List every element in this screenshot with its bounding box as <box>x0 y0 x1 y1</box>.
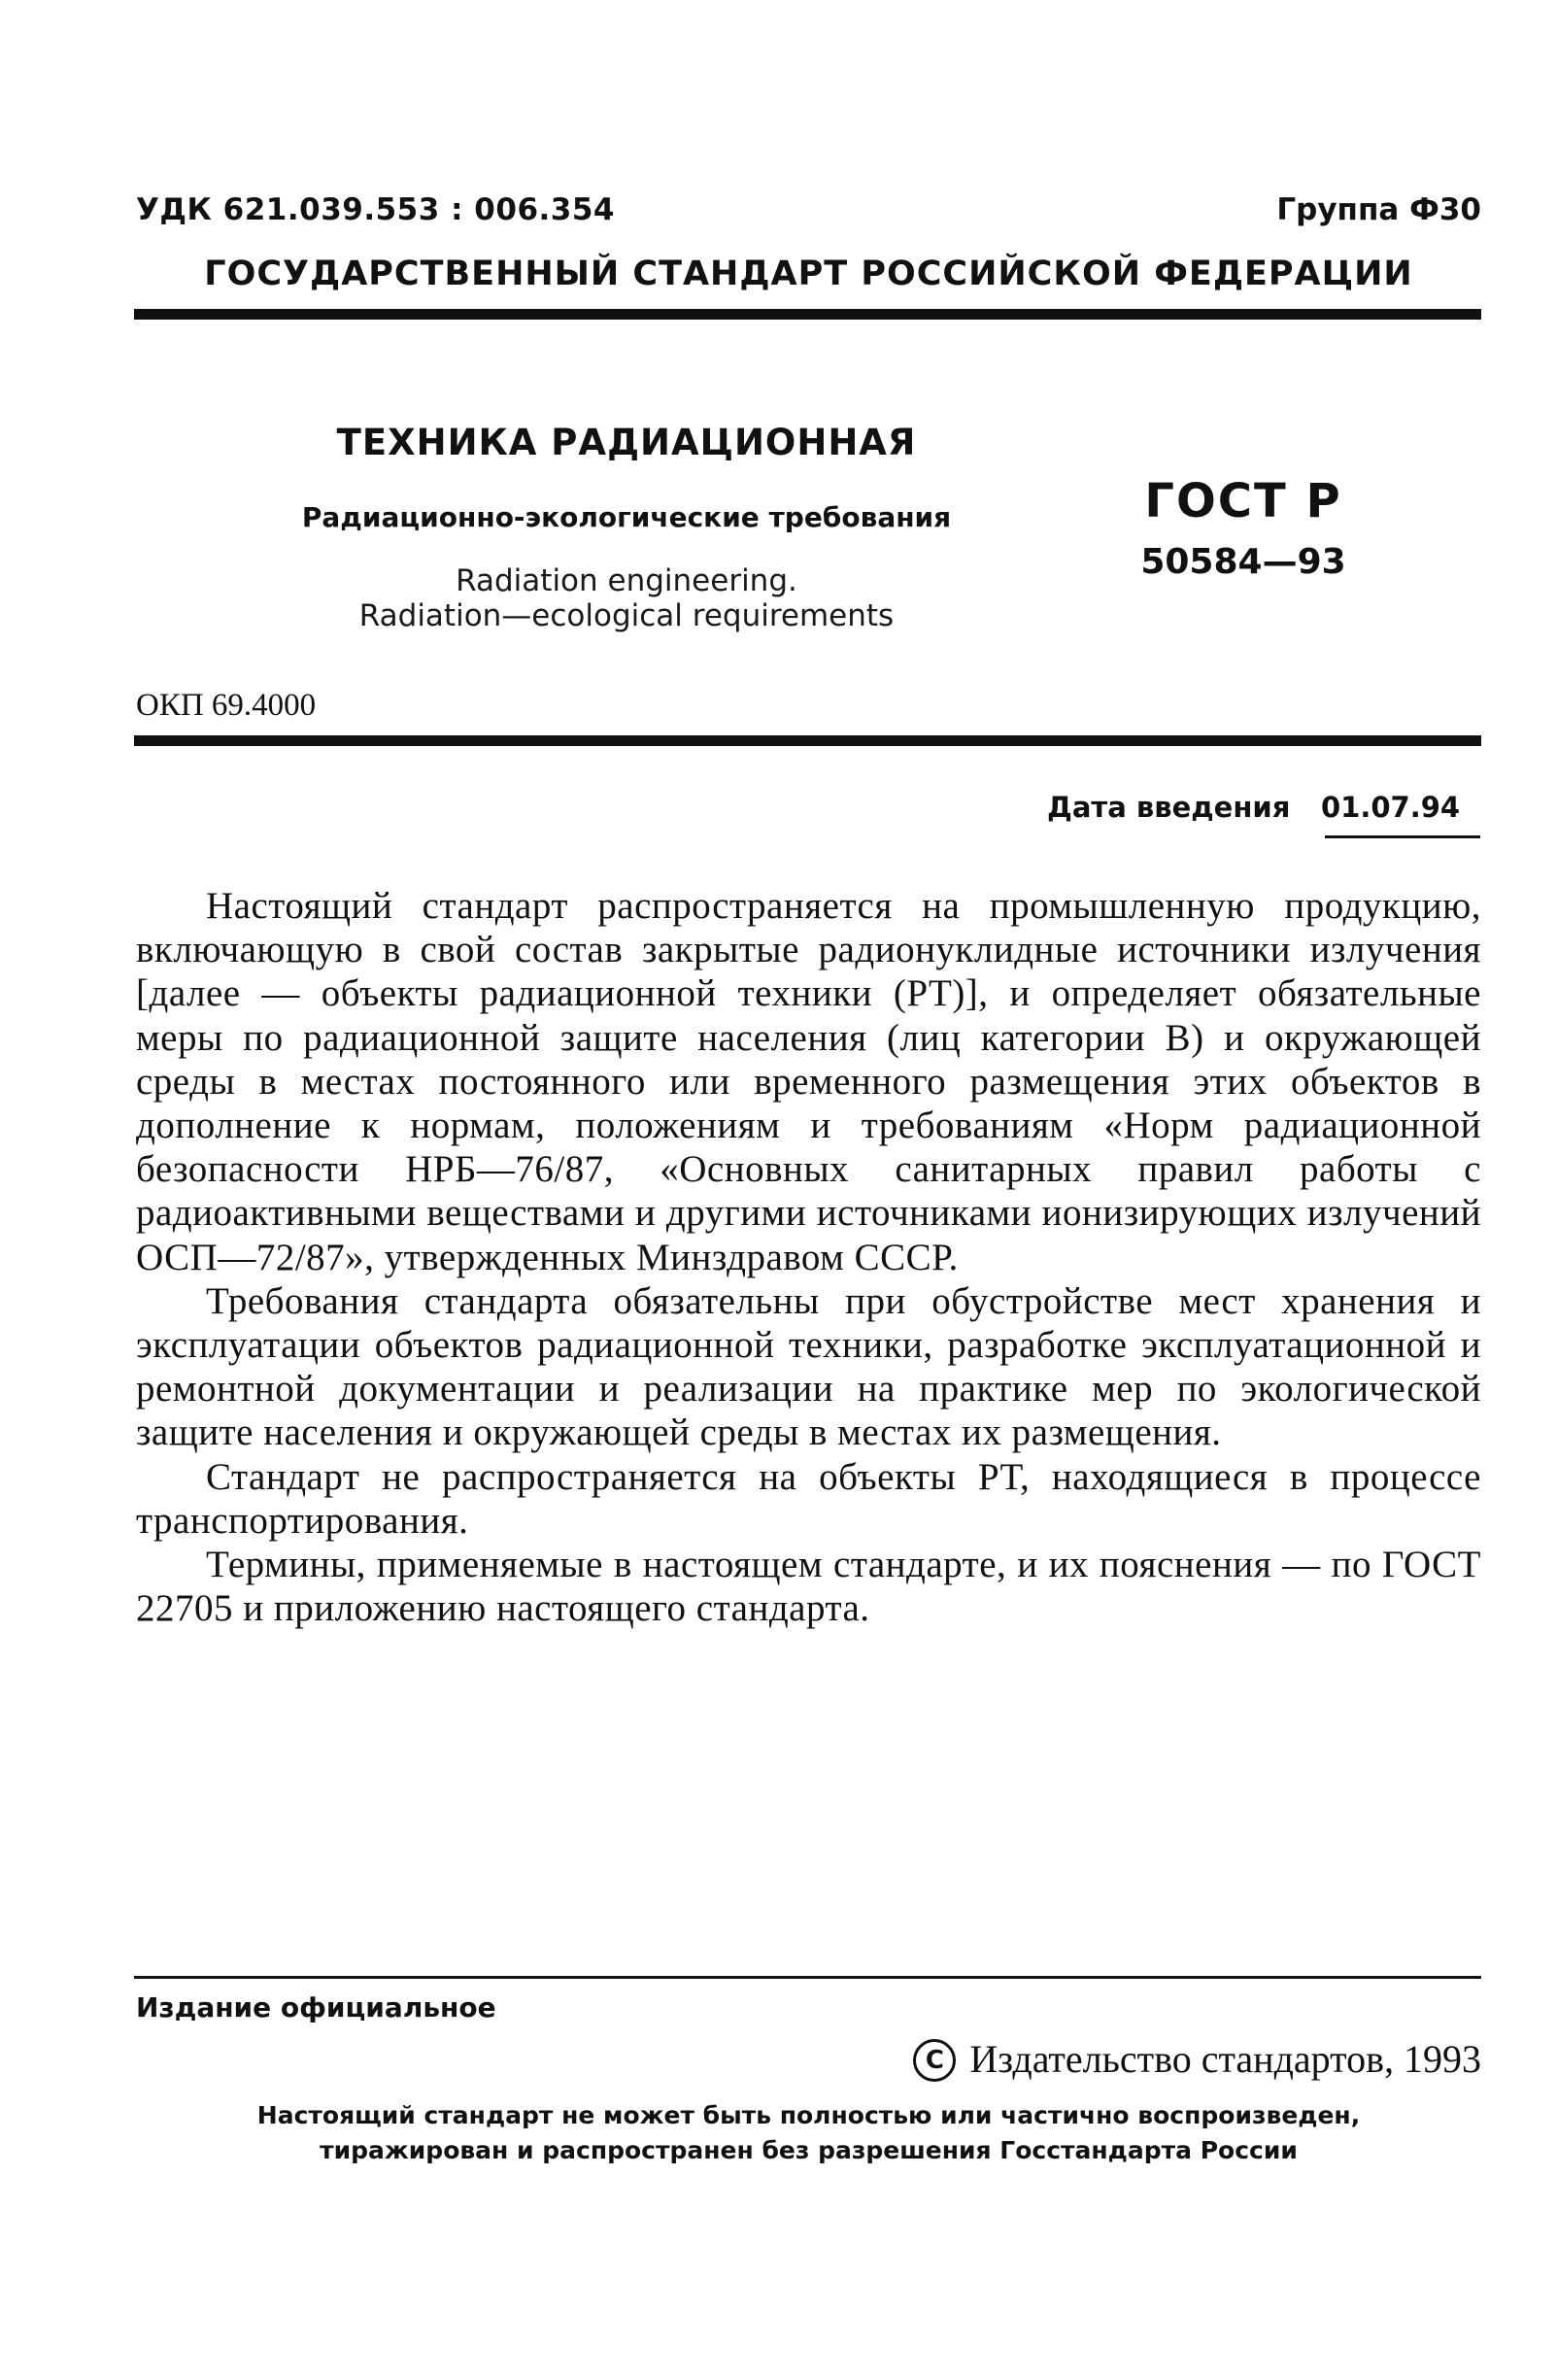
intro-date-value: 01.07.94 <box>1321 791 1461 824</box>
group-code: Группа Ф30 <box>1276 192 1481 227</box>
udk-code: УДК 621.039.553 : 006.354 <box>136 192 615 227</box>
okp-code: ОКП 69.4000 <box>136 688 317 723</box>
intro-date-label: Дата введения <box>1047 791 1291 824</box>
gost-label: ГОСТ Р <box>1144 474 1342 528</box>
publisher-text: Издательство стандартов, 1993 <box>969 2037 1481 2081</box>
document-subtitle: Радиационно-экологические требования <box>301 501 952 533</box>
document-title: ТЕХНИКА РАДИАЦИОННАЯ <box>336 422 917 463</box>
notice-line-2: тиражирован и распространен без разрешения Госстандарта России <box>320 2136 1298 2164</box>
top-divider <box>134 309 1481 320</box>
publisher-line <box>913 2036 1481 2082</box>
notice-line-1: Настоящий стандарт не может быть полностью или частично воспроизведен, <box>256 2101 1361 2129</box>
body-paragraph-2: Требования стандарта обязательны при обустройстве мест хранения и эксплуатации объектов радиационной техники, разработке эксплуатационной и ремонтной документации и реализации на практике мер по экологической защите населения и окружающей среды в местах их размещения. <box>136 1279 1481 1454</box>
official-edition-label: Издание официальное <box>136 1991 496 2023</box>
footer-divider <box>134 1976 1481 1979</box>
gost-number: 50584—93 <box>1140 542 1346 582</box>
body-paragraph-1: Настоящий стандарт распространяется на промышленную продукцию, включающую в свой состав закрытые радионуклидные источники излучения [далее — объекты радиационной техники (РТ)], и определяет обязательные меры по радиационной защите населения (лиц категории В) и окружающей среды в местах постоянного или временного размещения этих объектов в дополнение к нормам, положениям и требованиям «Норм радиационной безопасности НРБ—76/87, «Основных санитарных правил работы с радиоактивными веществами и другими источниками ионизирующих излучений ОСП—72/87», утвержденных Минздравом СССР. <box>136 885 1481 1278</box>
reproduction-notice <box>136 2098 1481 2168</box>
intro-date-underline <box>1325 835 1480 838</box>
english-title-line-2: Radiation—ecological requirements <box>358 598 895 633</box>
body-text <box>136 884 1481 1630</box>
state-standard-heading: ГОСУДАРСТВЕННЫЙ СТАНДАРТ РОССИЙСКОЙ ФЕДЕРАЦИИ <box>204 255 1413 293</box>
body-paragraph-4: Термины, применяемые в настоящем стандарте, и их пояснения — по ГОСТ 22705 и приложению настоящего стандарта. <box>136 1544 1481 1630</box>
body-paragraph-3: Стандарт не распространяется на объекты РТ, находящиеся в процессе транспортирования. <box>136 1455 1481 1542</box>
copyright-icon: C <box>913 2039 956 2082</box>
english-title-line-1: Radiation engineering. <box>456 563 797 598</box>
middle-divider <box>134 735 1481 746</box>
